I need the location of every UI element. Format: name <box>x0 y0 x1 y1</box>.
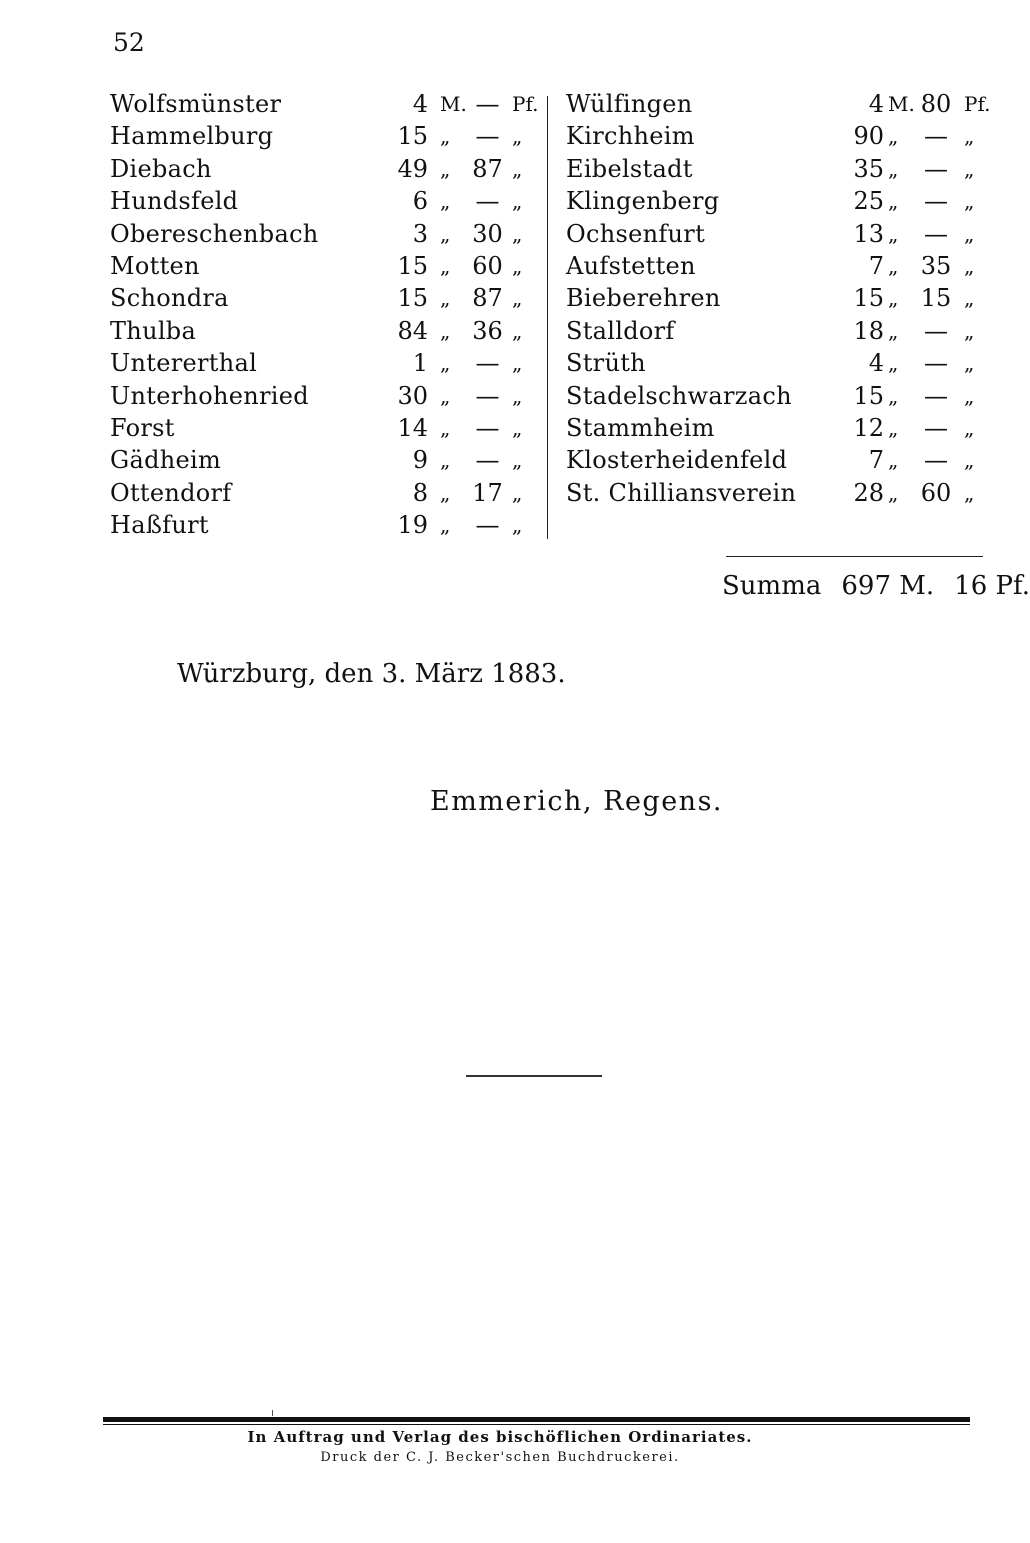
list-item <box>110 477 535 509</box>
list-item <box>566 380 984 412</box>
pfennig-amount: — <box>475 381 500 410</box>
pfennig-unit: „ <box>512 156 523 181</box>
list-item <box>566 88 991 120</box>
mark-unit: „ <box>440 383 451 408</box>
page-number: 52 <box>113 28 145 57</box>
mark-amount: 7 <box>868 446 884 475</box>
summa-label: Summa <box>722 571 822 601</box>
pfennig-unit: „ <box>512 253 523 278</box>
list-item <box>110 412 535 444</box>
mark-unit: „ <box>440 448 451 473</box>
place-name: Stadelschwarzach <box>566 381 792 410</box>
separator-rule <box>466 1075 602 1077</box>
place-name: St. Chilliansverein <box>566 478 797 507</box>
pfennig-unit: „ <box>512 189 523 214</box>
mark-unit: M. <box>440 92 467 116</box>
pfennig-amount: 87 <box>472 284 503 313</box>
pfennig-amount: 17 <box>472 478 503 507</box>
pfennig-unit: „ <box>512 286 523 311</box>
mark-unit: „ <box>888 124 899 149</box>
place-name: Haßfurt <box>110 511 209 540</box>
footer-printer: Druck der C. J. Becker'schen Buchdruckerei. <box>320 1450 680 1465</box>
pfennig-unit: „ <box>964 383 975 408</box>
donation-list-left <box>110 88 539 541</box>
mark-amount: 1 <box>412 349 428 378</box>
pfennig-unit: „ <box>512 415 523 440</box>
mark-unit: „ <box>440 351 451 376</box>
place-name: Klingenberg <box>566 187 720 216</box>
pfennig-amount: 80 <box>920 90 952 118</box>
mark-amount: 18 <box>853 316 884 345</box>
pfennig-unit: „ <box>964 253 975 278</box>
pfennig-amount: 35 <box>920 251 952 280</box>
place-name: Aufstetten <box>566 251 696 280</box>
mark-amount: 90 <box>853 122 884 151</box>
mark-amount: 35 <box>853 154 884 183</box>
pfennig-amount: — <box>475 122 500 151</box>
mark-amount: 4 <box>412 90 428 118</box>
mark-amount: 9 <box>412 446 428 475</box>
mark-amount: 4 <box>868 349 884 378</box>
list-item <box>566 185 984 217</box>
pfennig-amount: — <box>924 413 948 442</box>
mark-unit: „ <box>440 513 451 538</box>
pfennig-unit: „ <box>512 124 523 149</box>
mark-unit: „ <box>440 286 451 311</box>
place-name: Klosterheidenfeld <box>566 446 788 475</box>
mark-amount: 28 <box>853 478 884 507</box>
pfennig-unit: „ <box>964 189 975 214</box>
pfennig-amount: — <box>924 122 948 151</box>
list-item <box>110 218 535 250</box>
pfennig-unit: „ <box>964 318 975 343</box>
mark-amount: 19 <box>397 511 428 540</box>
mark-amount: 15 <box>397 122 428 151</box>
list-item <box>566 153 984 185</box>
list-item <box>566 218 984 250</box>
pfennig-unit: „ <box>512 480 523 505</box>
pfennig-unit: „ <box>964 448 975 473</box>
mark-amount: 12 <box>853 413 884 442</box>
mark-amount: 84 <box>397 316 428 345</box>
pfennig-amount: — <box>924 219 948 248</box>
pfennig-unit: „ <box>512 448 523 473</box>
pfennig-unit: „ <box>964 124 975 149</box>
list-item <box>566 412 984 444</box>
list-item <box>566 444 984 476</box>
mark-amount: 4 <box>868 90 884 118</box>
pfennig-unit: „ <box>964 221 975 246</box>
summa-line <box>722 571 1030 601</box>
place-name: Stammheim <box>566 413 715 442</box>
mark-amount: 8 <box>412 478 428 507</box>
summa-pfennig: 16 Pf. <box>954 571 1030 601</box>
mark-amount: 6 <box>412 187 428 216</box>
pfennig-amount: — <box>924 446 948 475</box>
list-item <box>566 120 984 152</box>
mark-unit: „ <box>888 156 899 181</box>
mark-unit: „ <box>888 415 899 440</box>
pfennig-amount: — <box>924 381 948 410</box>
mark-unit: „ <box>440 318 451 343</box>
mark-amount: 15 <box>853 381 884 410</box>
list-item <box>566 250 984 282</box>
place-name: Kirchheim <box>566 122 695 151</box>
signature: Emmerich, Regens. <box>430 786 724 817</box>
list-item <box>110 282 535 314</box>
place-name: Untererthal <box>110 349 258 378</box>
mark-unit: „ <box>888 351 899 376</box>
list-item <box>566 315 984 347</box>
mark-unit: M. <box>888 92 915 116</box>
mark-unit: „ <box>888 480 899 505</box>
list-item <box>566 347 984 379</box>
place-name: Schondra <box>110 284 229 313</box>
donation-list-right <box>566 88 991 509</box>
list-item <box>566 477 984 509</box>
mark-amount: 15 <box>397 251 428 280</box>
dateline: Würzburg, den 3. März 1883. <box>177 659 566 689</box>
place-name: Ochsenfurt <box>566 219 706 248</box>
mark-unit: „ <box>440 480 451 505</box>
place-name: Eibelstadt <box>566 154 693 183</box>
mark-amount: 25 <box>853 187 884 216</box>
pfennig-amount: — <box>475 446 500 475</box>
pfennig-amount: 15 <box>920 284 952 313</box>
footer-rule <box>103 1417 970 1422</box>
mark-unit: „ <box>888 383 899 408</box>
mark-unit: „ <box>888 318 899 343</box>
pfennig-amount: 36 <box>472 316 503 345</box>
list-item <box>110 315 535 347</box>
footer-mark <box>272 1410 273 1416</box>
pfennig-unit: Pf. <box>512 92 539 116</box>
pfennig-amount: — <box>924 316 948 345</box>
pfennig-amount: — <box>475 187 500 216</box>
list-item <box>110 509 535 541</box>
place-name: Bieberehren <box>566 284 721 313</box>
mark-unit: „ <box>888 189 899 214</box>
pfennig-amount: — <box>475 413 500 442</box>
pfennig-unit: „ <box>964 156 975 181</box>
pfennig-amount: — <box>924 349 948 378</box>
pfennig-unit: „ <box>964 480 975 505</box>
summa-marks: 697 M. <box>841 571 935 601</box>
mark-amount: 13 <box>853 219 884 248</box>
pfennig-amount: 30 <box>472 219 503 248</box>
mark-unit: „ <box>440 221 451 246</box>
pfennig-amount: 87 <box>472 154 503 183</box>
mark-amount: 30 <box>397 381 428 410</box>
pfennig-unit: „ <box>512 318 523 343</box>
list-item <box>110 185 535 217</box>
pfennig-amount: — <box>475 90 500 118</box>
pfennig-unit: „ <box>964 351 975 376</box>
pfennig-unit: „ <box>964 415 975 440</box>
place-name: Ottendorf <box>110 478 232 507</box>
list-item <box>110 444 535 476</box>
mark-unit: „ <box>440 156 451 181</box>
place-name: Hundsfeld <box>110 187 239 216</box>
mark-amount: 49 <box>397 154 428 183</box>
pfennig-unit: Pf. <box>964 92 991 116</box>
pfennig-unit: „ <box>512 513 523 538</box>
place-name: Hammelburg <box>110 122 274 151</box>
mark-unit: „ <box>888 286 899 311</box>
footer-publisher: In Auftrag und Verlag des bischöflichen Ordinariates. <box>247 1428 753 1446</box>
mark-unit: „ <box>440 253 451 278</box>
list-item <box>110 153 535 185</box>
footer-rule-thin <box>103 1424 970 1425</box>
pfennig-amount: — <box>924 187 948 216</box>
sum-rule <box>726 556 983 557</box>
pfennig-unit: „ <box>964 286 975 311</box>
mark-unit: „ <box>440 415 451 440</box>
mark-unit: „ <box>440 189 451 214</box>
column-divider <box>547 96 548 539</box>
mark-amount: 3 <box>412 219 428 248</box>
pfennig-unit: „ <box>512 383 523 408</box>
place-name: Unterhohenried <box>110 381 309 410</box>
mark-amount: 15 <box>853 284 884 313</box>
place-name: Wülfingen <box>566 90 693 118</box>
list-item <box>110 120 535 152</box>
pfennig-amount: — <box>475 511 500 540</box>
mark-amount: 7 <box>868 251 884 280</box>
list-item <box>110 380 535 412</box>
place-name: Motten <box>110 251 200 280</box>
pfennig-amount: — <box>924 154 948 183</box>
mark-unit: „ <box>440 124 451 149</box>
mark-amount: 15 <box>397 284 428 313</box>
list-item <box>566 282 984 314</box>
pfennig-unit: „ <box>512 221 523 246</box>
mark-unit: „ <box>888 448 899 473</box>
list-item <box>110 250 535 282</box>
pfennig-amount: 60 <box>920 478 952 507</box>
pfennig-amount: 60 <box>472 251 503 280</box>
mark-unit: „ <box>888 221 899 246</box>
mark-unit: „ <box>888 253 899 278</box>
place-name: Thulba <box>110 316 197 345</box>
place-name: Stalldorf <box>566 316 675 345</box>
place-name: Forst <box>110 413 175 442</box>
place-name: Diebach <box>110 154 212 183</box>
list-item <box>110 347 535 379</box>
list-item <box>110 88 539 120</box>
pfennig-amount: — <box>475 349 500 378</box>
place-name: Wolfsmünster <box>110 90 282 118</box>
place-name: Gädheim <box>110 446 222 475</box>
mark-amount: 14 <box>397 413 428 442</box>
pfennig-unit: „ <box>512 351 523 376</box>
place-name: Strüth <box>566 349 646 378</box>
place-name: Obereschenbach <box>110 219 319 248</box>
